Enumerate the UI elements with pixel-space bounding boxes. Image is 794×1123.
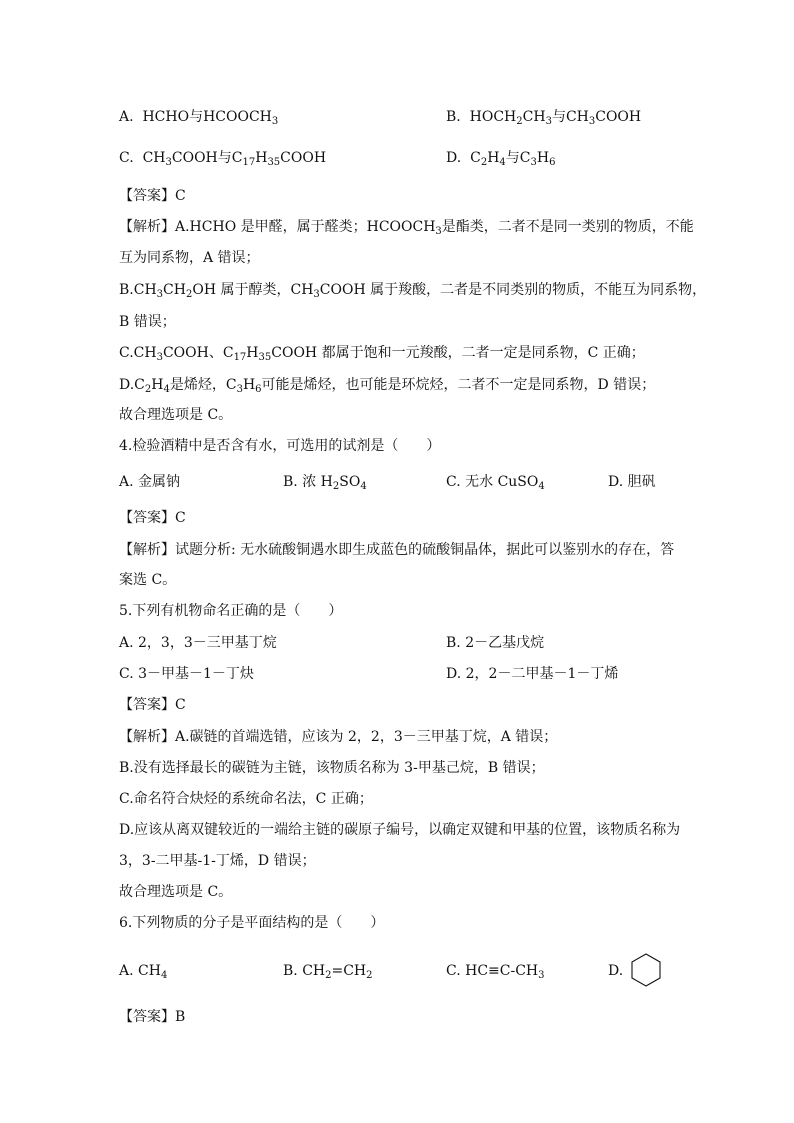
q3-analysis-a-line1: 【解析】A.HCHO 是甲醛，属于醛类；$HCOOCH_3$是酯类，二者不是同一类别的物质，不能 — [119, 219, 694, 237]
q3-option-c: C. $CH_3COOH$与$C_{17}H_{35}COOH$ — [119, 150, 327, 168]
q4-answer: 【答案】C — [119, 510, 186, 526]
cyclohexane-structure — [629, 952, 663, 992]
q3-analysis-d: $D.C_2H_4$是烯烃，$C_3H_6$可能是烯烃，也可能是环烷烃，二者不一定是同系物，D 错误； — [119, 377, 656, 395]
q3-analysis-c: $C.CH_3COOH$、$C_{17}H_{35}COOH$ 都属于饱和一元羧酸，二者一定是同系物，C 正确； — [119, 345, 645, 363]
q4-analysis-line2: 案选 C。 — [119, 572, 177, 588]
q5-option-a: A. 2，3，3－三甲基丁烷 — [119, 635, 277, 651]
q4-stem: 4.检验酒精中是否含有水，可选用的试剂是（ ） — [119, 438, 441, 454]
q5-analysis-a: 【解析】A.碳链的首端选错，应该为 2，2，3－三甲基丁烷，A 错误； — [119, 729, 558, 745]
q3-option-d: D. $C_2H_4$与$C_3H_6$ — [446, 150, 556, 168]
q6-option-c: C. $HC\equiv C-CH_3$ — [446, 963, 545, 981]
q5-stem: 5.下列有机物命名正确的是（ ） — [119, 603, 343, 619]
q3-analysis-a-line2: 互为同系物，A 错误； — [119, 250, 260, 266]
q3-analysis-b-line2: B 错误； — [119, 314, 176, 330]
q5-analysis-b: B.没有选择最长的碳链为主链，该物质名称为 3-甲基己烷，B 错误； — [119, 760, 545, 776]
q4-analysis-line1: 【解析】试题分析: 无水硫酸铜遇水即生成蓝色的硫酸铜晶体，据此可以鉴别水的存在，答 — [119, 542, 675, 558]
q3-option-b: B. $HOCH_2CH_3$与$CH_3COOH$ — [446, 109, 642, 127]
q5-analysis-d-line1: D.应该从离双键较近的一端给主链的碳原子编号，以确定双键和甲基的位置，该物质名称为 — [119, 822, 681, 838]
q4-option-b: B. 浓 $H_2SO_4$ — [283, 474, 367, 492]
q3-option-a: A. HCHO与$HCOOCH_3$ — [119, 109, 279, 127]
q5-option-d: D. 2，2－二甲基－1－丁烯 — [446, 666, 619, 682]
q6-answer: 【答案】B — [119, 1009, 186, 1025]
q4-option-d: D. 胆矾 — [608, 474, 656, 490]
q6-stem: 6.下列物质的分子是平面结构的是（ ） — [119, 915, 385, 931]
q4-option-a: A. 金属钠 — [119, 474, 181, 490]
q5-analysis-d-line2: 3，3-二甲基-1-丁烯，D 错误； — [119, 853, 316, 869]
q3-conclusion: 故合理选项是 C。 — [119, 407, 233, 423]
q3-analysis-b-line1: $B.CH_3CH_2OH$ 属于醇类，$CH_3COOH$ 属于羧酸，二者是不同类别的物质，不能互为同系物， — [119, 282, 707, 300]
q5-answer: 【答案】C — [119, 697, 186, 713]
q6-option-a: A. $CH_4$ — [119, 963, 168, 981]
q5-option-b: B. 2－乙基戊烷 — [446, 635, 545, 651]
q4-option-c: C. 无水 CuSO$_4$ — [446, 474, 545, 492]
q6-option-d: D. — [608, 963, 624, 979]
q5-option-c: C. 3－甲基－1－丁炔 — [119, 666, 254, 682]
q3-answer: 【答案】C — [119, 188, 186, 204]
q6-option-b: B. $CH_2=CH_2$ — [283, 963, 373, 981]
q5-analysis-c: C.命名符合炔烃的系统命名法，C 正确； — [119, 791, 373, 807]
q5-conclusion: 故合理选项是 C。 — [119, 884, 233, 900]
